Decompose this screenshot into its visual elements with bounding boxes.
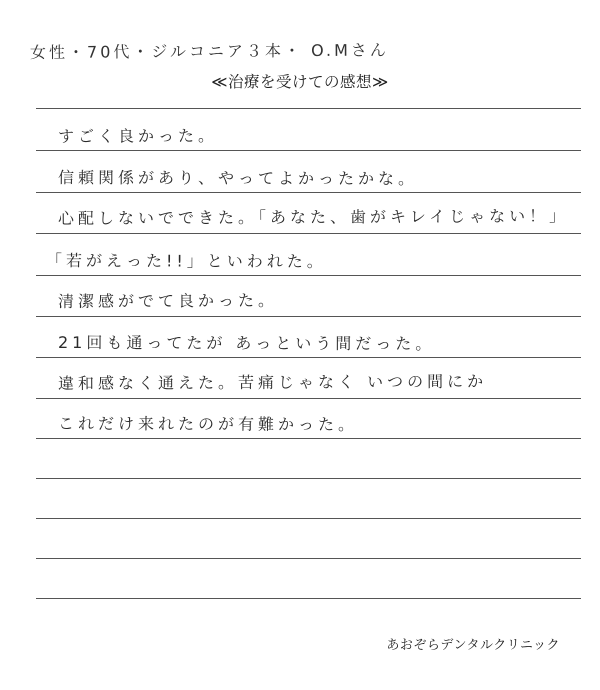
ruled-line (36, 108, 581, 109)
comment-line: すごく良かった。 (57, 126, 219, 146)
comment-line: 21回も通ってたが あっという間だった。 (57, 333, 436, 354)
ruled-line (36, 357, 581, 358)
comment-line: 清潔感がでて良かった。 (57, 290, 279, 311)
ruled-line (36, 316, 581, 317)
form-title: ≪治療を受けての感想≫ (211, 73, 389, 91)
comment-line: 「若がえった!!」といわれた。 (45, 251, 327, 271)
ruled-line (36, 558, 581, 559)
ruled-line (36, 398, 581, 399)
comment-line: 違和感なく通えた。苦痛じゃなく いつの間にか (57, 371, 488, 393)
comment-line: 信頼関係があり、やってよかったかな。 (57, 168, 419, 189)
ruled-line (36, 275, 581, 276)
ruled-line (36, 192, 581, 193)
ruled-line (36, 598, 581, 599)
comment-line: これだけ来れたのが有難かった。 (57, 414, 359, 435)
ruled-line (36, 518, 581, 519)
ruled-line (36, 438, 581, 439)
comment-line: 心配しないでできた。「あなた、歯がキレイじゃない！」 (57, 206, 570, 228)
ruled-line (36, 233, 581, 234)
clinic-name: あおぞらデンタルクリニック (386, 638, 560, 653)
patient-info: 女性・70代・ジルコニア３本・ O.Mさん (29, 40, 389, 62)
ruled-line (36, 150, 581, 151)
ruled-line (36, 478, 581, 479)
